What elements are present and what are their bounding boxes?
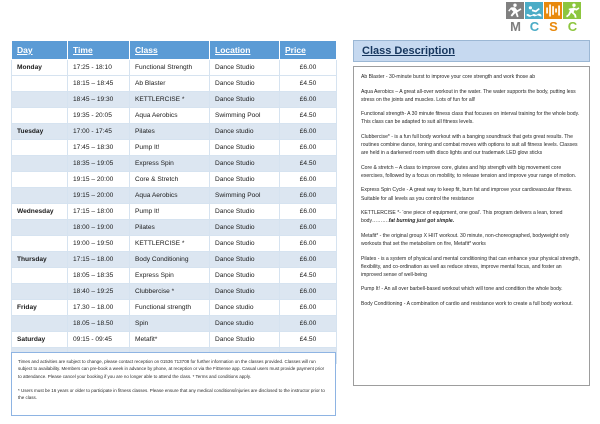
cell-location: Dance studio — [210, 316, 280, 332]
cell-time: 19:00 – 19:50 — [68, 236, 130, 252]
cell-class: Body Conditioning — [130, 252, 210, 268]
class-description-entry: Functional strength- A 30 minute fitness class that focuses on interval training for the whole body. This class can be adapted to suit all fitness levels. — [361, 111, 580, 126]
disclaimer-box — [11, 352, 336, 416]
cell-time: 17:15 – 18:00 — [68, 204, 130, 220]
cell-class: KETTLERCISE * — [130, 236, 210, 252]
table-row — [12, 300, 337, 316]
cell-class: Pump It! — [130, 204, 210, 220]
cell-location: Dance Studio — [210, 76, 280, 92]
cell-time: 18:00 – 19:00 — [68, 220, 130, 236]
class-description-body — [353, 66, 590, 386]
class-description-entry: Pump It! - An all over barbell-based workout which will tone and condition the whole body. — [361, 286, 563, 293]
cell-class: Spin — [130, 316, 210, 332]
class-description-entry: Clubbercise* - is a fun full body workout with a banging soundtrack that gets great results. The routines combine dance, toning and combat moves with options to suit all fitness levels. Classes are held in a darkened room with disco lights and our trademark LED glow sticks — [361, 133, 578, 157]
cell-location: Dance Studio — [210, 252, 280, 268]
class-description-title: Class Description — [362, 45, 455, 57]
table-row — [12, 156, 337, 172]
cell-location: Swimming Pool — [210, 188, 280, 204]
cell-day: Wednesday — [12, 204, 68, 220]
table-row — [12, 140, 337, 156]
cell-day: Saturday — [12, 332, 68, 348]
cell-time: 19:35 - 20:05 — [68, 108, 130, 124]
swimmer-icon — [525, 2, 543, 19]
cell-class: Express Spin — [130, 156, 210, 172]
cell-time: 19:15 – 20:00 — [68, 188, 130, 204]
column-header-class: Class — [130, 41, 210, 60]
table-row — [12, 316, 337, 332]
cell-class: Functional Strength — [130, 60, 210, 76]
cell-location: Dance Studio — [210, 284, 280, 300]
cell-class: Core & Stretch — [130, 172, 210, 188]
class-description-entry: KETTLERCISE *- ‘one piece of equipment, one goal’. This program delivers a lean, toned body……….fat burning just got simple. — [361, 210, 563, 225]
cell-location: Dance Studio — [210, 60, 280, 76]
cell-price: £6.00 — [280, 188, 337, 204]
cell-class: Functional strength — [130, 300, 210, 316]
class-description-entry: Core & stretch – A class to improve core, glutes and hip strength with big movement core exercises, followed by a focus on mobility, to release tension and improve your range of motion. — [361, 164, 577, 179]
cell-location: Dance Studio — [210, 236, 280, 252]
cell-location: Dance Studio — [210, 140, 280, 156]
cell-class: Pilates — [130, 220, 210, 236]
cell-time: 18:15 – 18:45 — [68, 76, 130, 92]
cell-day — [12, 284, 68, 300]
table-row — [12, 220, 337, 236]
cell-price: £6.00 — [280, 236, 337, 252]
logo-letter-1: C — [529, 19, 540, 34]
cell-day: Thursday — [12, 252, 68, 268]
class-description-entry: Pilates - is a system of physical and mental conditioning that can enhance your physical strength, flexibility, and co-ordination as well as reduce stress, improve mental focus, and foster an improved sense of well-being — [361, 255, 580, 278]
cell-time: 17:25 - 18:10 — [68, 60, 130, 76]
cell-price: £4.50 — [280, 268, 337, 284]
class-description-entry: Express Spin Cycle - A great way to keep fit, burn fat and improve your cardiovascular fitness. Suitable for all levels as you control the resistance — [361, 187, 573, 202]
cell-price: £4.50 — [280, 108, 337, 124]
cell-price: £6.00 — [280, 220, 337, 236]
table-row — [12, 92, 337, 108]
cell-location: Dance Studio — [210, 268, 280, 284]
cell-price: £6.00 — [280, 140, 337, 156]
cell-location: Dance Studio — [210, 156, 280, 172]
cell-time: 17.30 – 18.00 — [68, 300, 130, 316]
cell-class: Metafit* — [130, 332, 210, 348]
cell-day — [12, 156, 68, 172]
cell-day — [12, 316, 68, 332]
column-header-location: Location — [210, 41, 280, 60]
cell-class: Clubbercise * — [130, 284, 210, 300]
logo-letter-0: M — [510, 19, 521, 34]
column-header-day: Day — [12, 41, 68, 60]
disclaimer-paragraph-1: Times and activities are subject to change, please contact reception on 01536 713708 for further information on the classes provided. Classes will run subject to availability. Members can pre-book a week in advance by phone, at reception or via the FitSense app. Casual users must provide payment prior to attendance. Please cancel your booking if you are no longer able to attend the class. * Terms and conditions apply. — [18, 359, 325, 379]
cell-time: 18:35 – 19:05 — [68, 156, 130, 172]
cell-time: 17:45 – 18:30 — [68, 140, 130, 156]
cell-time: 18:40 – 19:25 — [68, 284, 130, 300]
emphasis-text: fat burning just got simple. — [388, 218, 455, 225]
cell-price: £4.50 — [280, 332, 337, 348]
equalizer-icon — [544, 2, 562, 19]
logo-letter-3: C — [567, 19, 578, 34]
cell-time: 19:15 – 20:00 — [68, 172, 130, 188]
cell-time: 18:05 – 18:35 — [68, 268, 130, 284]
runner-icon — [563, 2, 581, 19]
mcsc-logo — [506, 2, 586, 34]
cell-day — [12, 140, 68, 156]
cell-day — [12, 236, 68, 252]
class-description-entry: Ab Blaster - 30-minute burst to improve your core strength and work those ab — [361, 74, 536, 80]
table-row — [12, 252, 337, 268]
cell-day: Monday — [12, 60, 68, 76]
cell-price: £6.00 — [280, 284, 337, 300]
cell-day: Friday — [12, 300, 68, 316]
table-row — [12, 236, 337, 252]
table-row — [12, 188, 337, 204]
table-body — [12, 60, 337, 364]
table-row — [12, 204, 337, 220]
cell-class: Aqua Aerobics — [130, 188, 210, 204]
cell-price: £6.00 — [280, 300, 337, 316]
table-row — [12, 172, 337, 188]
cell-location: Dance studio — [210, 300, 280, 316]
cell-day — [12, 220, 68, 236]
logo-letter-2: S — [549, 19, 558, 34]
cell-location: Dance Studio — [210, 92, 280, 108]
cell-price: £4.50 — [280, 76, 337, 92]
cell-time: 18.05 – 18.50 — [68, 316, 130, 332]
disclaimer-paragraph-2: * Users must be 16 years or older to participate in fitness classes. Please ensure that any medical conditions/injuries are disclosed to the instructor prior to the class. — [18, 387, 325, 401]
cell-class: Ab Blaster — [130, 76, 210, 92]
cell-day — [12, 172, 68, 188]
class-timetable — [11, 40, 336, 364]
cell-price: £6.00 — [280, 204, 337, 220]
cell-location: Dance studio — [210, 124, 280, 140]
cell-day — [12, 108, 68, 124]
column-header-time: Time — [68, 41, 130, 60]
cell-class: Express Spin — [130, 268, 210, 284]
logo-letters — [506, 20, 582, 34]
cell-day — [12, 76, 68, 92]
table-row — [12, 124, 337, 140]
cell-price: £6.00 — [280, 172, 337, 188]
cell-price: £6.00 — [280, 60, 337, 76]
cell-location: Dance Studio — [210, 220, 280, 236]
cell-location: Swimming Pool — [210, 108, 280, 124]
class-description-header — [353, 40, 590, 62]
cell-price: £6.00 — [280, 316, 337, 332]
cell-location: Dance Studio — [210, 332, 280, 348]
cell-price: £6.00 — [280, 92, 337, 108]
table-row — [12, 76, 337, 92]
cell-time: 17:15 – 18.00 — [68, 252, 130, 268]
table-row — [12, 108, 337, 124]
cell-location: Dance Studio — [210, 172, 280, 188]
cell-class: KETTLERCISE * — [130, 92, 210, 108]
table-row — [12, 60, 337, 76]
table-row — [12, 284, 337, 300]
cell-price: £6.00 — [280, 124, 337, 140]
cell-price: £4.50 — [280, 156, 337, 172]
cell-location: Dance Studio — [210, 204, 280, 220]
table-row — [12, 332, 337, 348]
cell-class: Aqua Aerobics — [130, 108, 210, 124]
cell-time: 18:45 – 19:30 — [68, 92, 130, 108]
class-description-entry: Metafit* - the original group X HIIT workout. 30 minute, non-choreographed, bodyweight only workouts that set the metabolism on fire, Metafit* works — [361, 232, 570, 247]
cell-day — [12, 188, 68, 204]
class-description-entry: Body Conditioning - A combination of cardio and resistance work to create a full body workout. — [361, 300, 573, 307]
logo-tiles — [506, 2, 582, 19]
cell-time: 09:15 - 09:45 — [68, 332, 130, 348]
cell-price: £6.00 — [280, 252, 337, 268]
class-description-entry: Aqua Aerobics – A great all-over workout in the water. The water supports the body, putting less stress on the joints and muscles. Lots of fun for all! — [361, 88, 576, 103]
cell-class: Pilates — [130, 124, 210, 140]
cell-time: 17:00 - 17:45 — [68, 124, 130, 140]
column-header-price: Price — [280, 41, 337, 60]
cell-class: Pump It! — [130, 140, 210, 156]
cell-day: Tuesday — [12, 124, 68, 140]
yoga-stretch-icon — [506, 2, 524, 19]
table-row — [12, 268, 337, 284]
table-header-row — [12, 41, 337, 60]
cell-day — [12, 268, 68, 284]
cell-day — [12, 92, 68, 108]
